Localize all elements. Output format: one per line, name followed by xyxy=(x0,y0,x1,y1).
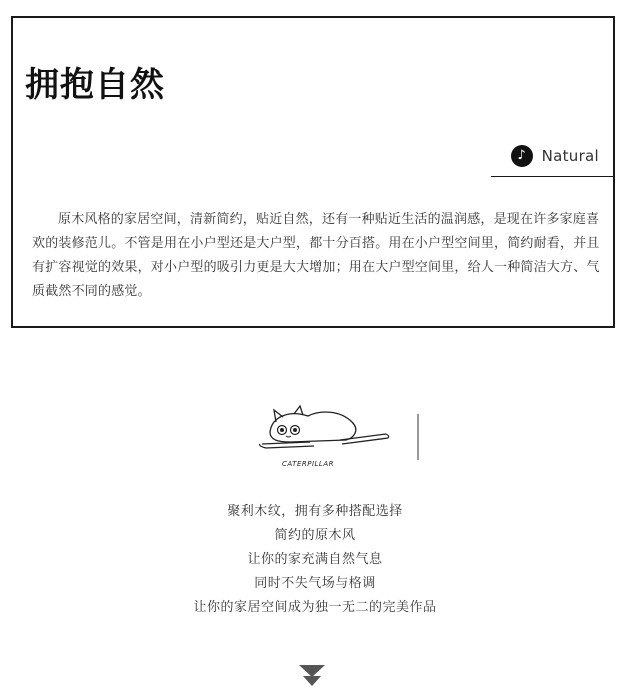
intro-paragraph: 原木风格的家居空间，清新简约，贴近自然，还有一种贴近生活的温润感，是现在许多家庭喜欢的装修范儿。不管是用在小户型还是大户型，都十分百搭。用在小户型空间里，简约耐看，并且有扩容视觉的效果，对小户型的吸引力更是大大增加；用在大户型空间里，给人一种简洁大方、气质截然不同的感觉。 xyxy=(32,212,600,299)
slogan-line: 聚利木纹，拥有多种搭配选择 xyxy=(227,504,403,519)
tag-divider xyxy=(491,176,615,177)
natural-tag xyxy=(511,142,599,170)
illustration-caption: CATERPILLAR xyxy=(282,460,334,468)
slogan-line: 同时不失气场与格调 xyxy=(254,576,376,591)
music-note-icon: ♪ xyxy=(511,145,533,167)
slogan-line: 让你的家充满自然气息 xyxy=(247,552,383,567)
intro-card xyxy=(11,16,615,328)
slogan-lines xyxy=(0,500,630,620)
slogan-line: 简约的原木风 xyxy=(274,528,356,543)
lying-cat-sketch-icon xyxy=(250,402,430,474)
slogan-line: 让你的家居空间成为独一无二的完美作品 xyxy=(193,600,437,615)
section-title: 拥抱自然 xyxy=(25,65,165,105)
tag-label: Natural xyxy=(541,147,599,165)
double-chevron-down-icon xyxy=(297,664,327,688)
